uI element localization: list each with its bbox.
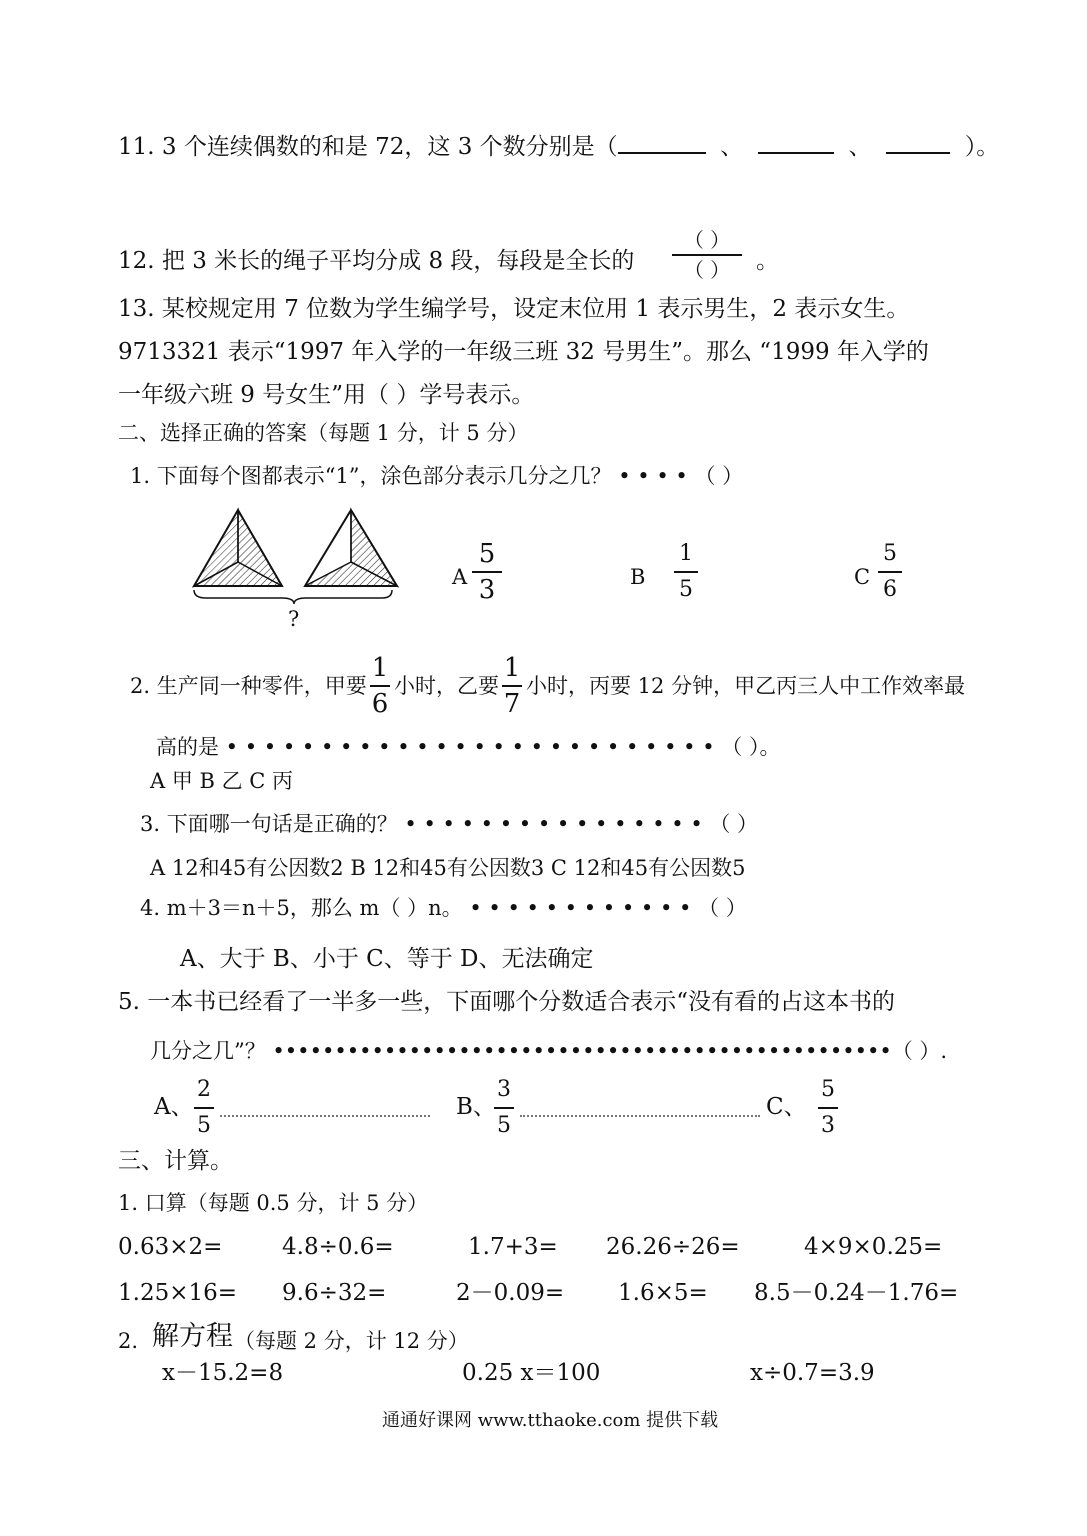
fraction-numerator: 5 [883,541,897,566]
choice-question-5-line-1: 5. 一本书已经看了一半多一些，下面哪个分数适合表示“没有看的占这本书的 [118,989,896,1015]
fraction-numerator: 3 [497,1077,511,1102]
option-b-fraction[interactable] [494,1076,514,1140]
oral-calc-item: 2－0.09= [456,1280,565,1306]
triangle-2 [305,510,397,586]
equation-item: x÷0.7=3.9 [750,1360,875,1386]
question-12-text: 12. 把 3 米长的绳子平均分成 8 段，每段是全长的 [118,248,635,274]
separator: 、 [848,134,872,160]
brace-label: ? [288,607,300,631]
section-2-title: 二、选择正确的答案（每题 1 分，计 5 分） [118,421,529,445]
answer-blank-3[interactable] [886,134,950,154]
question-13-line-2: 9713321 表示“1997 年入学的一年级三班 32 号男生”。那么 “1999 年入学的 [118,339,929,365]
choice-question-3: 3. 下面哪一句话是正确的？ • • • • • • • • • • • • • • • • （ ） [140,812,759,836]
choice-question-2-mid: 小时，乙要 [394,674,499,698]
fraction-denominator: 7 [503,689,521,719]
dotted-leader [520,1114,760,1117]
choice-question-3-options[interactable]: A 12和45有公因数2 B 12和45有公因数3 C 12和45有公因数5 [150,856,746,880]
fraction-denominator: （ ） [683,258,731,282]
fraction-numerator: 5 [821,1077,835,1102]
dotted-leader [220,1114,430,1117]
question-12-fraction-blank[interactable] [672,228,742,282]
oral-calc-item: 26.26÷26= [606,1234,740,1260]
equation-section-title: 解方程 [152,1321,233,1352]
oral-calc-item: 9.6÷32= [282,1280,387,1306]
equation-item: x－15.2=8 [162,1360,284,1386]
fraction-denominator: 5 [197,1113,211,1138]
option-c-letter: C [854,565,871,589]
option-c-label: C、 [766,1094,807,1120]
question-12-end: 。 [756,248,779,274]
oral-calc-item: 1.25×16= [118,1280,238,1306]
question-11 [118,132,999,162]
choice-question-2-line-2: 高的是 • • • • • • • • • • • • • • • • • • • • • • • • • • （ ）。 [156,735,781,759]
fraction-numerator: 1 [679,541,693,566]
choice-question-2-options[interactable]: A 甲 B 乙 C 丙 [150,769,294,793]
choice-question-1: 1. 下面每个图都表示“1”，涂色部分表示几分之几？ • • • • （ ） [130,464,744,488]
fraction-denominator: 5 [679,577,693,602]
choice-question-2-pre: 2. 生产同一种零件，甲要 [130,674,367,698]
choice-question-4: 4. m＋3＝n＋5，那么 m（ ）n。 • • • • • • • • • • • • （ ） [140,896,747,920]
footer-text: 通通好课网 www.tthaoke.com 提供下载 [382,1410,719,1431]
option-c-fraction[interactable] [878,540,902,604]
oral-calc-item: 4.8÷0.6= [282,1234,394,1260]
fraction-denominator: 6 [371,689,389,719]
oral-calc-item: 1.7+3= [468,1234,558,1260]
option-a-fraction[interactable] [472,540,502,604]
fraction-denominator: 3 [478,575,496,605]
oral-calc-item: 1.6×5= [618,1280,708,1306]
option-b-letter: B [630,565,646,589]
option-a-letter: A [452,565,468,589]
fraction-numerator: 5 [478,539,496,569]
oral-calc-title: 1. 口算（每题 0.5 分，计 5 分） [118,1191,429,1215]
fraction-numerator: （ ） [683,228,731,252]
option-a-fraction[interactable] [194,1076,214,1140]
question-2-fraction-yi [502,654,522,718]
answer-blank-1[interactable] [618,134,706,154]
oral-calc-item: 8.5－0.24－1.76= [754,1280,959,1306]
question-11-end: ）。 [964,134,1000,160]
oral-calc-item: 4×9×0.25= [804,1234,943,1260]
triangle-1 [194,510,282,586]
brace [194,590,392,604]
equation-section-sub: （每题 2 分，计 12 分） [234,1329,469,1353]
fraction-numerator: 1 [503,653,521,683]
choice-question-2-post: 小时，丙要 12 分钟，甲乙丙三人中工作效率最 [526,674,966,698]
separator: 、 [720,134,744,160]
option-b-fraction[interactable] [674,540,698,604]
answer-blank-2[interactable] [758,134,834,154]
option-b-label: B、 [456,1094,496,1120]
question-13-line-3: 一年级六班 9 号女生”用（ ）学号表示。 [118,382,535,408]
question-2-fraction-jia [370,654,390,718]
option-a-label: A、 [154,1094,194,1120]
fraction-denominator: 3 [821,1113,835,1138]
section-3-title: 三、计算。 [118,1148,233,1174]
fraction-denominator: 5 [497,1113,511,1138]
oral-calc-item: 0.63×2= [118,1234,223,1260]
choice-question-5-line-2: 几分之几”？ ••••••••••••••••••••••••••••••••••••••••••••••••••（ ）. [150,1039,948,1063]
equation-item: 0.25 x＝100 [462,1360,601,1386]
question-13-line-1: 13. 某校规定用 7 位数为学生编学号，设定末位用 1 表示男生，2 表示女生。 [118,296,910,322]
equation-section-number: 2. [118,1329,139,1353]
question-11-text: 11. 3 个连续偶数的和是 72，这 3 个数分别是（ [118,134,618,160]
fraction-denominator: 6 [883,577,897,602]
question-12 [118,246,634,276]
fraction-numerator: 2 [197,1077,211,1102]
fraction-numerator: 1 [371,653,389,683]
choice-question-4-options[interactable]: A、大于 B、小于 C、等于 D、无法确定 [180,946,594,972]
option-c-fraction[interactable] [818,1076,838,1140]
